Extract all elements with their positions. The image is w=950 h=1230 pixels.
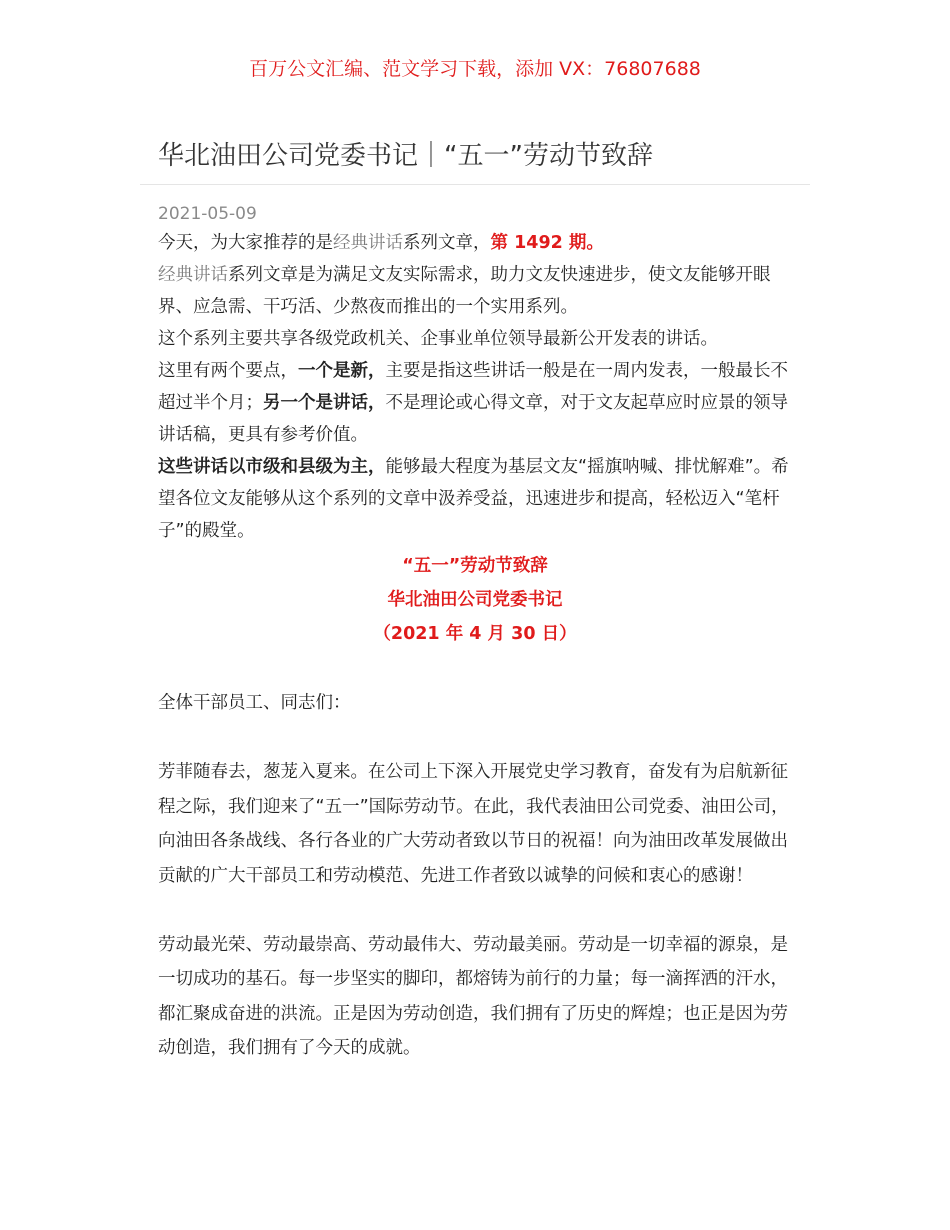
emphasis-text: 这些讲话以市级和县级为主，	[158, 457, 386, 477]
promo-banner: 百万公文汇编、范文学习下载，添加 VX：76807688	[249, 58, 701, 80]
title-divider	[140, 184, 810, 185]
emphasis-text: 一个是新，	[298, 361, 386, 381]
speech-paragraph: 芳菲随春去，葱茏入夏来。在公司上下深入开展党史学习教育，奋发有为启航新征程之际，我们迎来了“五一”国际劳动节。在此，我代表油田公司党委、油田公司，向油田各条战线、各行各业的广大劳动者致以节日的祝福！向为油田改革发展做出贡献的广大干部员工和劳动模范、先进工作者致以诚挚的问候和衷心的感谢！	[158, 762, 789, 886]
intro-paragraph	[158, 355, 794, 451]
emphasis-text: 另一个是讲话，	[263, 393, 386, 413]
speech-heading	[0, 549, 950, 651]
intro-text: 系列文章是为满足文友实际需求，助力文友快速进步，使文友能够开眼界、应急需、干巧活、少熬夜而推出的一个实用系列。	[158, 265, 771, 317]
series-keyword: 经典讲话	[158, 265, 228, 285]
speech-date: （2021 年 4 月 30 日）	[373, 624, 577, 644]
intro-text: 系列文章，	[403, 233, 491, 253]
speech-salutation: 全体干部员工、同志们：	[158, 693, 351, 713]
intro-paragraph	[158, 227, 794, 259]
speech-body	[158, 686, 794, 1100]
intro-text: 能够最大程度为基层文友“摇旗呐喊、排忧解难”。希望各位文友能够从这个系列的文章中汲养受益，迅速进步和提高，轻松迈入“笔杆子”的殿堂。	[158, 457, 789, 541]
intro-text: 今天，为大家推荐的是	[158, 233, 333, 253]
intro-text: 这里有两个要点，	[158, 361, 298, 381]
intro-text: 主要是指这些讲话一般是在一周内发表，一般最长不超过半个月；	[158, 361, 788, 413]
intro-paragraph	[158, 259, 794, 323]
intro-paragraph	[158, 451, 794, 547]
intro-section	[158, 227, 794, 547]
speech-title: “五一”劳动节致辞	[402, 556, 548, 576]
article-title: 华北油田公司党委书记｜“五一”劳动节致辞	[158, 141, 653, 171]
intro-paragraph: 这个系列主要共享各级党政机关、企事业单位领导最新公开发表的讲话。	[158, 329, 718, 349]
publish-date: 2021-05-09	[158, 204, 257, 224]
speech-speaker: 华北油田公司党委书记	[387, 590, 563, 610]
speech-paragraph: 劳动最光荣、劳动最崇高、劳动最伟大、劳动最美丽。劳动是一切幸福的源泉，是一切成功的基石。每一步坚实的脚印，都熔铸为前行的力量；每一滴挥洒的汗水，都汇聚成奋进的洪流。正是因为劳动创造，我们拥有了历史的辉煌；也正是因为劳动创造，我们拥有了今天的成就。	[158, 934, 788, 1058]
series-keyword: 经典讲话	[333, 233, 403, 253]
issue-number: 第 1492 期。	[490, 233, 604, 253]
intro-text: 不是理论或心得文章，对于文友起草应时应景的领导讲话稿，更具有参考价值。	[158, 393, 788, 445]
